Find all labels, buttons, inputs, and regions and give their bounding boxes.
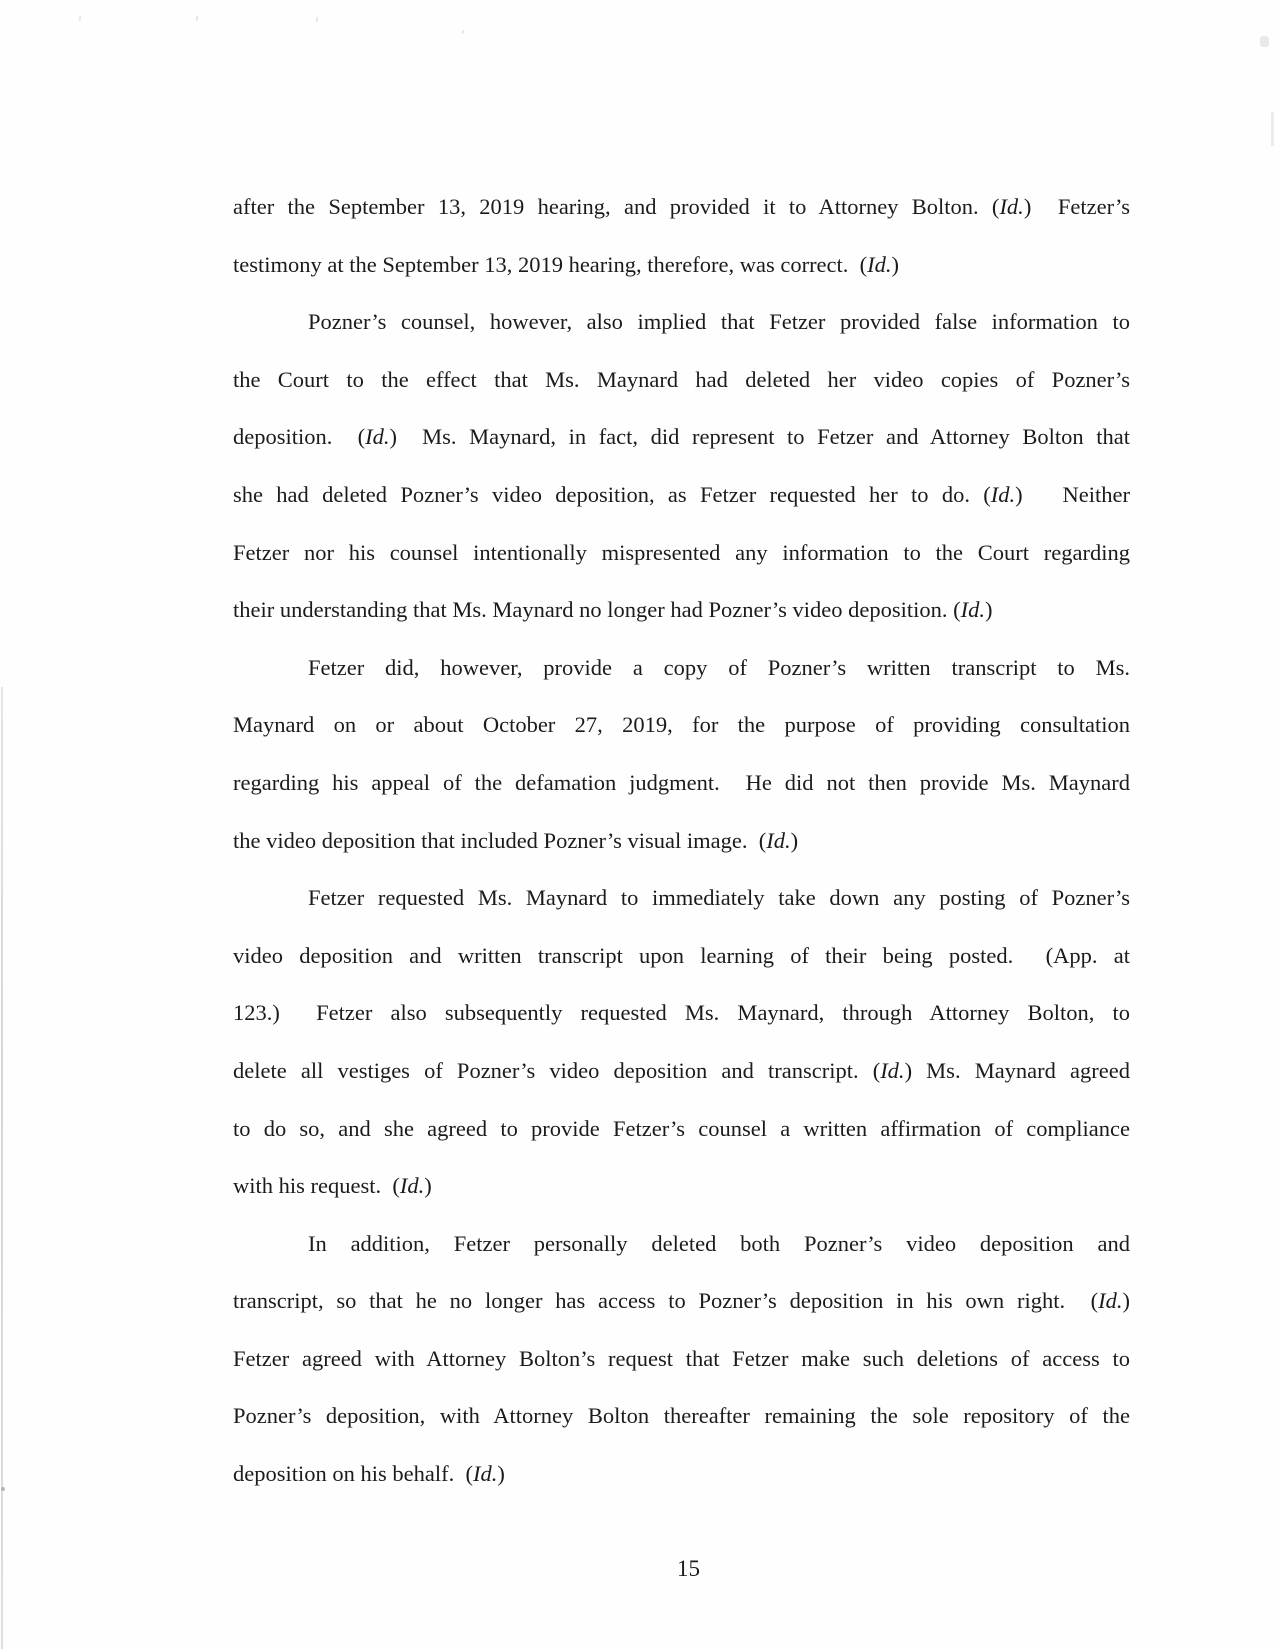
citation-id: Id. [880, 1057, 905, 1083]
text-segment: video deposition and written transcript upon learning of their being posted. (App. at [233, 942, 1130, 968]
scan-speck [79, 16, 82, 21]
text-segment: ) [891, 251, 900, 277]
text-line [233, 1171, 1130, 1229]
citation-id: Id. [399, 1173, 425, 1199]
text-line [233, 307, 1130, 365]
text-segment: In addition, Fetzer personally deleted both Pozner’s video deposition and [308, 1230, 1130, 1256]
text-line [233, 538, 1130, 596]
text-line [233, 998, 1130, 1056]
scan-smudge [1271, 112, 1274, 146]
text-segment: ) [790, 827, 799, 853]
page-number: 15 [677, 1556, 700, 1581]
text-segment: testimony at the September 13, 2019 hearing, therefore, was correct. ( [233, 251, 868, 277]
text-line [233, 1286, 1130, 1344]
text-line [233, 595, 1130, 653]
citation-id: Id. [472, 1461, 498, 1487]
text-line [233, 422, 1130, 480]
text-segment: ) [1122, 1288, 1130, 1314]
document-body [233, 192, 1130, 1517]
text-segment: ) Neither [1015, 481, 1131, 507]
text-segment: transcript, so that he no longer has access to Pozner’s deposition in his own right. ( [233, 1288, 1099, 1314]
text-line [233, 1401, 1130, 1459]
text-segment: the Court to the effect that Ms. Maynard had deleted her video copies of Pozner’s [233, 366, 1130, 392]
text-segment: to do so, and she agreed to provide Fetzer’s counsel a written affirmation of compliance [233, 1115, 1130, 1141]
text-segment: Pozner’s counsel, however, also implied that Fetzer provided false information to [308, 309, 1130, 335]
text-line [233, 653, 1130, 711]
text-segment: Fetzer nor his counsel intentionally mispresented any information to the Court regarding [233, 539, 1130, 565]
text-segment: ) Ms. Maynard, in fact, did represent to Fetzer and Attorney Bolton that [389, 424, 1130, 450]
text-segment: ) Ms. Maynard agreed [904, 1057, 1130, 1083]
text-segment: ) [424, 1173, 432, 1199]
text-segment: 123.) Fetzer also subsequently requested Ms. Maynard, through Attorney Bolton, to [233, 1000, 1130, 1026]
text-line [233, 768, 1130, 826]
text-segment: delete all vestiges of Pozner’s video deposition and transcript. ( [233, 1057, 881, 1083]
citation-id: Id. [1098, 1288, 1123, 1314]
text-segment: ) Fetzer’s [1023, 194, 1130, 219]
text-line [233, 1056, 1130, 1114]
text-segment: Maynard on or about October 27, 2019, for the purpose of providing consultation [233, 712, 1130, 738]
text-segment: ) [984, 597, 993, 623]
scan-speck [196, 16, 199, 21]
text-segment: their understanding that Ms. Maynard no longer had Pozner’s video deposition. ( [233, 597, 961, 623]
citation-id: Id. [960, 597, 985, 623]
text-line [233, 941, 1130, 999]
scan-smudge [1260, 36, 1269, 47]
text-line [233, 1344, 1130, 1402]
text-line [233, 826, 1130, 884]
text-segment: with his request. ( [233, 1173, 400, 1199]
scan-edge-line [1, 687, 3, 1649]
scan-speck [462, 30, 465, 34]
text-segment: Pozner’s deposition, with Attorney Bolton thereafter remaining the sole repository of the [233, 1403, 1130, 1429]
text-line [233, 192, 1130, 250]
text-segment: Fetzer requested Ms. Maynard to immediately take down any posting of Pozner’s [308, 885, 1130, 911]
text-line [233, 1114, 1130, 1172]
text-line [233, 883, 1130, 941]
text-segment: ) [497, 1461, 505, 1487]
citation-id: Id. [365, 424, 390, 450]
text-segment: deposition on his behalf. ( [233, 1461, 473, 1487]
text-segment: she had deleted Pozner’s video deposition, as Fetzer requested her to do. ( [233, 481, 991, 507]
text-line [233, 1459, 1130, 1517]
text-segment: the video deposition that included Pozner’s visual image. ( [233, 827, 767, 853]
text-segment: Fetzer agreed with Attorney Bolton’s request that Fetzer make such deletions of access to [233, 1345, 1130, 1371]
text-line [233, 1229, 1130, 1287]
scan-speck [1, 1487, 5, 1491]
text-segment: deposition. ( [233, 424, 366, 450]
text-segment: regarding his appeal of the defamation judgment. He did not then provide Ms. Maynard [233, 769, 1130, 795]
citation-id: Id. [999, 194, 1024, 219]
text-line [233, 250, 1130, 308]
text-line [233, 710, 1130, 768]
text-segment: after the September 13, 2019 hearing, and provided it to Attorney Bolton. ( [233, 194, 1000, 219]
text-segment: Fetzer did, however, provide a copy of Pozner’s written transcript to Ms. [308, 654, 1130, 680]
scan-speck [316, 17, 319, 22]
text-line [233, 365, 1130, 423]
citation-id: Id. [766, 827, 791, 853]
text-line [233, 480, 1130, 538]
citation-id: Id. [990, 481, 1016, 507]
citation-id: Id. [867, 251, 892, 277]
